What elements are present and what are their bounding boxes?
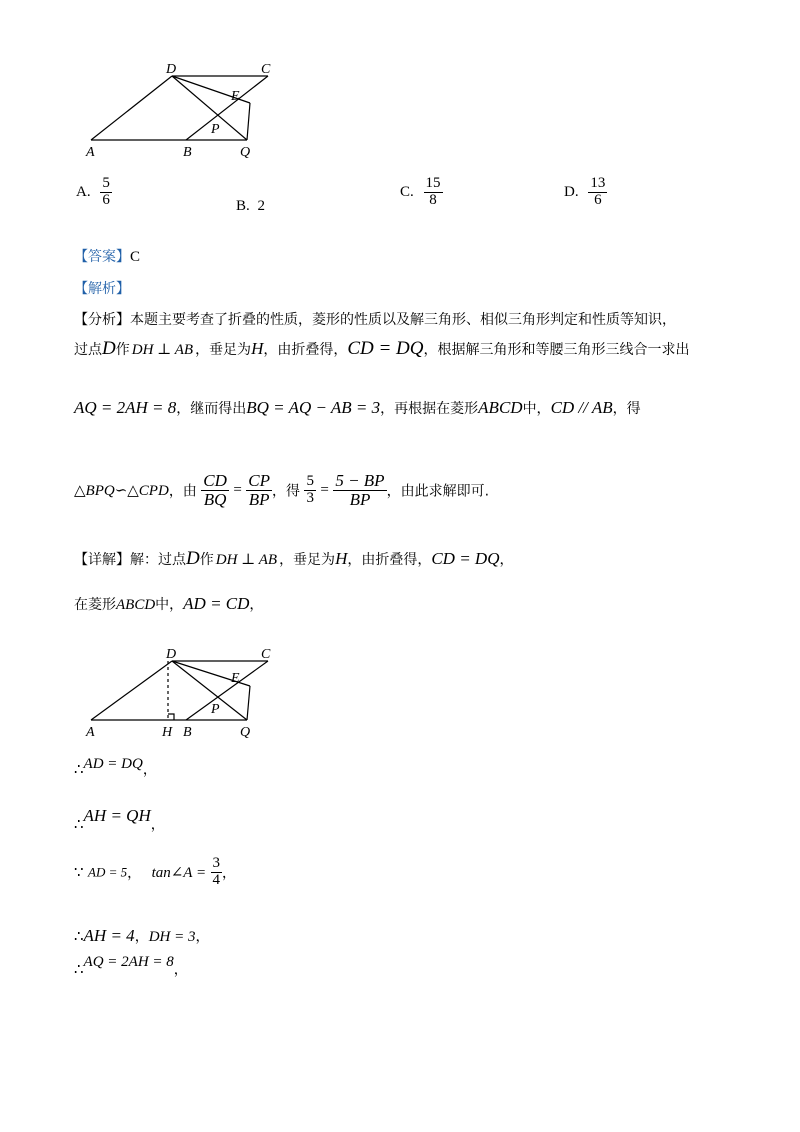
step-4-comma-2: ， — [195, 929, 210, 945]
therefore-symbol-2: ∴ — [74, 817, 84, 833]
therefore-symbol-1: ∴ — [74, 762, 84, 778]
fenxi-l3-parallel: CD // AB — [550, 398, 613, 417]
choice-b-letter: B. — [236, 198, 250, 214]
frac-cd: CD — [203, 471, 227, 490]
fenxi-l4-eq-1: = — [233, 481, 242, 498]
fig1-label-D: D — [166, 62, 177, 77]
fig2-label-E: E — [231, 671, 240, 686]
step-4-ah: AH = 4 — [83, 926, 135, 945]
fenxi-l3-text-d: ，得 — [612, 401, 641, 417]
analysis-tag: 【解析】 — [74, 281, 130, 297]
choice-c-den: 8 — [429, 191, 437, 208]
step-2-comma: ， — [150, 817, 165, 833]
xiangjie-l2-text-b: 中， — [155, 597, 184, 613]
fenxi-l2-text-e: ，根据解三角形和等腰三角形三线合一求出 — [423, 342, 690, 358]
choice-d-den: 6 — [594, 191, 602, 208]
fenxi-line-4 — [74, 472, 489, 509]
xiangjie-l2-text-c: ， — [249, 597, 264, 613]
fig2-label-D: D — [166, 647, 177, 662]
step-3-den: 4 — [212, 871, 221, 888]
step-5-expr: AQ = 2AH = 8 — [83, 954, 174, 970]
fig1-label-A: A — [86, 145, 95, 160]
step-3-ad: AD = 5 — [88, 864, 128, 880]
fig2-label-Q: Q — [240, 725, 251, 740]
fig2-label-H: H — [162, 725, 173, 740]
fig1-label-E: E — [231, 89, 240, 104]
fenxi-l4-eq-2: = — [320, 481, 329, 498]
xiangjie-text-c: ，垂足为 — [279, 552, 336, 568]
xiangjie-text-a: 解：过点 — [130, 552, 186, 568]
step-1-expr: AD = DQ — [83, 756, 143, 772]
fig2-label-C: C — [261, 647, 271, 662]
fenxi-text-1: 本题主要考查了折叠的性质，菱形的性质以及解三角形、相似三角形判定和性质等知识， — [130, 312, 676, 328]
fenxi-l3-text-b: ，再根据在菱形 — [380, 401, 479, 417]
choice-d-letter: D. — [564, 183, 579, 200]
choice-b — [236, 198, 265, 215]
fig1-label-Q: Q — [240, 145, 251, 160]
xiangjie-line-1 — [74, 548, 514, 570]
frac-bp-2: BP — [349, 489, 371, 509]
answer-line — [74, 246, 140, 266]
step-4 — [74, 926, 209, 946]
therefore-symbol-4: ∴ — [74, 962, 84, 978]
step-3 — [74, 856, 236, 889]
fig2-label-P: P — [211, 702, 220, 717]
fenxi-l3-text-c: 中， — [522, 401, 551, 417]
choice-b-value: 2 — [257, 198, 266, 214]
choice-c-fraction — [424, 176, 443, 209]
xiangjie-l2-text-a: 在菱形 — [74, 597, 116, 613]
fenxi-l2-point-h: H — [251, 339, 264, 358]
xiangjie-cd-eq-dq: CD = DQ — [431, 549, 500, 568]
fig2-label-B: B — [183, 725, 192, 740]
step-3-comma-1: ， — [127, 865, 142, 882]
xiangjie-l2-abcd: ABCD — [116, 597, 156, 613]
choice-c — [400, 176, 443, 209]
choice-d — [564, 176, 607, 209]
fenxi-l4-similar: △BPQ∽△CPD — [74, 482, 169, 499]
frac-bq: BQ — [203, 489, 227, 509]
therefore-symbol-3: ∴ — [74, 929, 84, 945]
step-3-num: 3 — [212, 855, 221, 871]
choice-a-fraction — [100, 176, 112, 209]
choice-a-num: 5 — [102, 175, 110, 191]
figure-2-rhombus-with-height — [80, 642, 290, 742]
xiangjie-line-2 — [74, 594, 263, 614]
fenxi-l3-bq: BQ = AQ − AB = 3 — [246, 398, 381, 417]
frac-5-minus-bp: 5 − BP — [335, 471, 385, 490]
answer-tag: 【答案】 — [74, 249, 130, 265]
step-3-tan: tan∠A = — [151, 864, 207, 881]
fenxi-l2-text-d: ，由折叠得， — [263, 342, 348, 358]
step-4-dh: DH = 3 — [148, 929, 196, 945]
fenxi-l2-text-c: ，垂足为 — [195, 342, 252, 358]
fenxi-l2-text-a: 过点 — [74, 342, 102, 358]
choice-c-num: 15 — [425, 175, 441, 191]
step-3-comma-2: ， — [222, 865, 237, 882]
fenxi-l4-frac-5bp-bp — [333, 472, 386, 509]
choice-c-letter: C. — [400, 183, 414, 200]
xiangjie-dh-perp: DH ⊥ AB — [215, 552, 278, 568]
answer-value: C — [130, 249, 141, 265]
fenxi-l2-dh-perp: DH ⊥ AB — [131, 342, 194, 358]
choice-a-den: 6 — [102, 191, 110, 208]
step-4-comma-1: ， — [134, 929, 149, 945]
choice-a — [76, 176, 112, 209]
fig1-label-C: C — [261, 62, 271, 77]
fenxi-tag: 【分析】 — [74, 312, 130, 328]
fenxi-l4-text-b: ，得 — [272, 483, 300, 500]
fig1-label-B: B — [183, 145, 192, 160]
fenxi-l4-frac-cp-bp — [246, 472, 272, 509]
fenxi-l4-frac-5-3 — [304, 474, 316, 507]
fenxi-l3-aq: AQ = 2AH = 8 — [74, 398, 177, 417]
xiangjie-tag: 【详解】 — [74, 552, 130, 568]
fenxi-line-3 — [74, 398, 641, 418]
step-2-expr: AH = QH — [83, 806, 151, 825]
frac-3: 3 — [306, 489, 314, 506]
step-2 — [74, 806, 165, 834]
xiangjie-point-h: H — [335, 549, 348, 568]
fig2-label-A: A — [86, 725, 95, 740]
xiangjie-l2-ad-eq-cd: AD = CD — [183, 594, 250, 613]
fenxi-l2-cd-eq-dq: CD = DQ — [347, 338, 424, 359]
xiangjie-text-b: 作 — [199, 552, 214, 568]
xiangjie-text-d: ，由折叠得， — [347, 552, 432, 568]
figure-1-rhombus-diagram — [80, 62, 290, 162]
frac-5: 5 — [306, 473, 314, 490]
step-5 — [74, 954, 188, 979]
fenxi-line-2 — [74, 338, 690, 360]
xiangjie-point-d: D — [186, 548, 200, 569]
choice-a-letter: A. — [76, 183, 91, 200]
fenxi-l3-text-a: ，继而得出 — [176, 401, 247, 417]
step-1 — [74, 756, 157, 779]
choice-d-num: 13 — [590, 175, 606, 191]
fenxi-line-1 — [74, 309, 676, 329]
fenxi-l4-text-c: ，由此求解即可. — [386, 483, 490, 500]
step-1-comma: ， — [142, 762, 157, 778]
step-3-fraction — [211, 856, 223, 889]
fenxi-l4-frac-cd-bq — [201, 472, 229, 509]
choice-d-fraction — [588, 176, 607, 209]
fenxi-l2-text-b: 作 — [115, 342, 130, 358]
fig1-label-P: P — [211, 122, 220, 137]
step-5-comma: ， — [173, 962, 188, 978]
because-symbol: ∵ — [74, 864, 84, 881]
frac-bp: BP — [248, 489, 270, 509]
frac-cp: CP — [248, 471, 270, 490]
fenxi-l3-abcd: ABCD — [478, 398, 523, 417]
xiangjie-text-e: ， — [499, 552, 514, 568]
fenxi-l2-point-d: D — [102, 338, 116, 359]
fenxi-l4-text-a: ，由 — [168, 483, 197, 500]
